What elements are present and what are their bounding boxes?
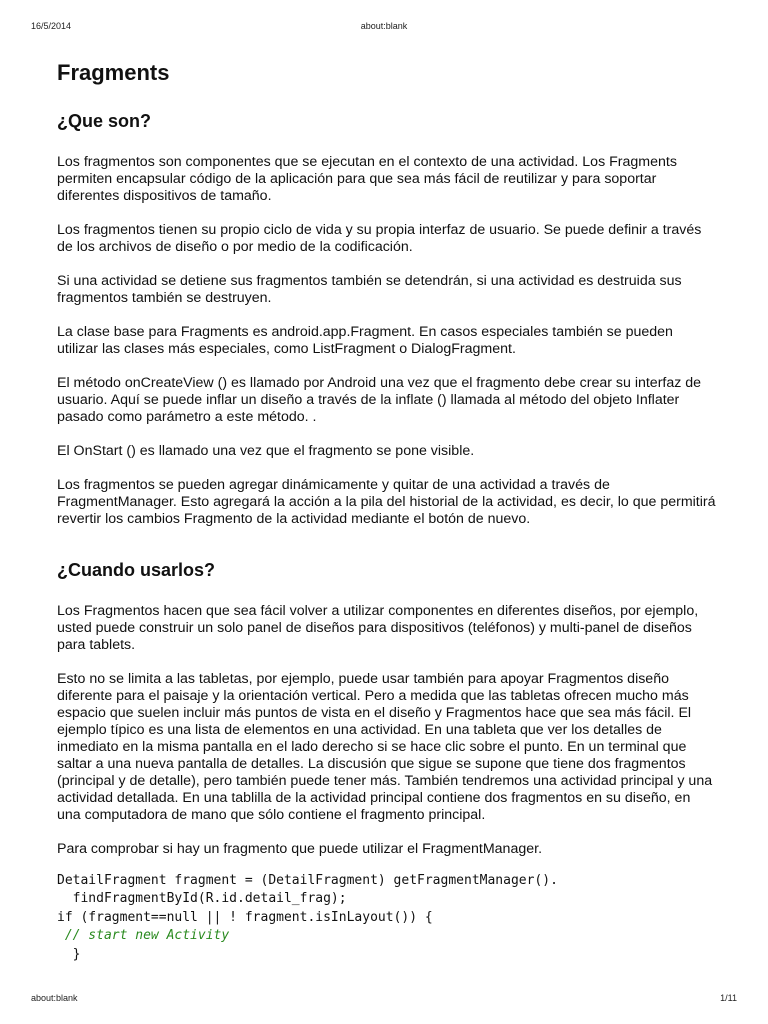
code-block: [57, 872, 717, 964]
paragraph: Si una actividad se detiene sus fragmentos también se detendrán, si una actividad es destruida sus fragmentos también se destruyen.: [57, 273, 682, 306]
print-date: 16/5/2014: [31, 21, 72, 31]
print-header: [31, 21, 737, 33]
code-comment: // start new Activity: [57, 928, 230, 944]
paragraph: El OnStart () es llamado una vez que el fragmento se pone visible.: [57, 443, 475, 459]
code-line: if (fragment==null || ! fragment.isInLayout()) {: [57, 909, 433, 925]
section-heading-que-son: ¿Que son?: [57, 111, 151, 131]
section-heading-cuando-usarlos: ¿Cuando usarlos?: [57, 560, 216, 580]
paragraph: Los fragmentos tienen su propio ciclo de vida y su propia interfaz de usuario. Se puede definir a través de los archivos de diseño o por medio de la codificación.: [57, 222, 702, 255]
paragraph: Los fragmentos se pueden agregar dinámicamente y quitar de una actividad a través de FragmentManager. Esto agregará la acción a la pila del historial de la actividad, es decir, lo que permitirá revertir los cambios Fragmento de la actividad mediante el botón de nuevo.: [57, 477, 716, 527]
print-title: about:blank: [360, 21, 408, 31]
page-number: 1/11: [720, 993, 737, 1003]
paragraph: Los Fragmentos hacen que sea fácil volver a utilizar componentes en diferentes diseños, por ejemplo, usted puede construir un solo panel de diseños para dispositivos (teléfonos) y multi-panel de diseños para tablets.: [57, 603, 699, 653]
page-title: Fragments: [57, 60, 170, 85]
code-line: }: [57, 946, 81, 962]
document-body: [57, 58, 717, 964]
print-url: about:blank: [31, 993, 78, 1003]
paragraph: Para comprobar si hay un fragmento que puede utilizar el FragmentManager.: [57, 841, 543, 857]
print-footer: [31, 993, 737, 1005]
code-line: DetailFragment fragment = (DetailFragment) getFragmentManager().: [57, 873, 558, 888]
code-line: findFragmentById(R.id.detail_frag);: [57, 891, 347, 907]
paragraph: Esto no se limita a las tabletas, por ejemplo, puede usar también para apoyar Fragmentos diseño diferente para el paisaje y la orientación vertical. Pero a medida que las tabletas ofrecen mucho más espacio que suelen incluir más puntos de vista en el diseño y Fragmentos hace que sea más fácil. El ejemplo típico es una lista de elementos en una actividad. En una tableta que ver los detalles de inmediato en la misma pantalla en el lado derecho si se hace clic sobre el punto. En un terminal que saltar a una nueva pantalla de detalles. La discusión que sigue se supone que tiene dos fragmentos (principal y de detalle), pero también puede tener más. También tendremos una actividad principal y una actividad detallada. En una tablilla de la actividad principal contiene dos fragmentos en su diseño, en una computadora de mano que sólo contiene el fragmento principal.: [57, 671, 713, 823]
paragraph: El método onCreateView () es llamado por Android una vez que el fragmento debe crear su interfaz de usuario. Aquí se puede inflar un diseño a través de la inflate () llamada al método del objeto Inflater pasado como parámetro a este método. .: [57, 375, 702, 425]
paragraph: La clase base para Fragments es android.app.Fragment. En casos especiales también se pueden utilizar las clases más especiales, como ListFragment o DialogFragment.: [57, 324, 673, 357]
paragraph: Los fragmentos son componentes que se ejecutan en el contexto de una actividad. Los Fragments permiten encapsular código de la aplicación para que sea más fácil de reutilizar y para soportar diferentes dispositivos de tamaño.: [57, 154, 677, 204]
